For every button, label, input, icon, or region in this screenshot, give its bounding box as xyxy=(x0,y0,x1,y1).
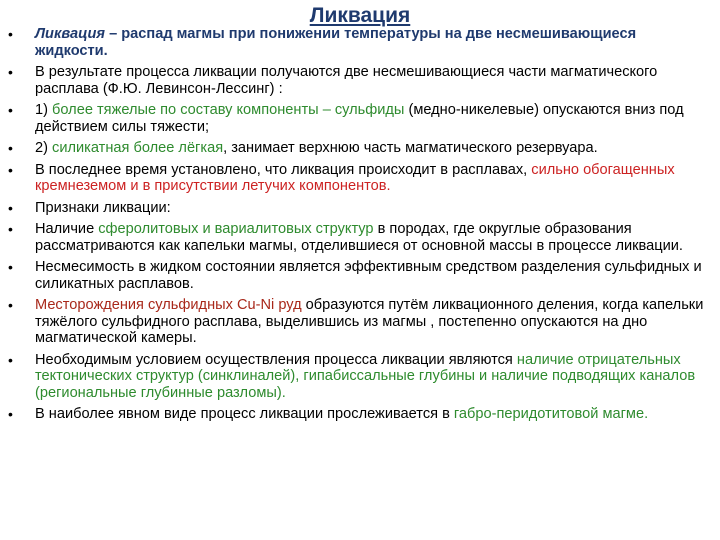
bullet-text-segment: Месторождения сульфидных Cu-Ni руд xyxy=(35,297,302,313)
bullet-dot-icon: • xyxy=(8,140,13,156)
bullet-text-segment: 1) xyxy=(35,102,53,118)
bullet-dot-icon: • xyxy=(8,259,13,275)
bullet-text-segment: (медно-никелевые) опускаются вниз под действием силы тяжести; xyxy=(35,102,684,135)
bullet-text-segment: габро-перидотитовой магме. xyxy=(453,406,649,422)
bullet-dot-icon: • xyxy=(8,102,13,118)
bullet-item xyxy=(8,352,708,402)
bullet-text-segment: образуются путём ликвационного деления, когда капельки тяжёлого сульфидного расплава, выделившись из магмы , постепенно опускаются на дно магматической камеры. xyxy=(35,297,704,346)
bullet-dot-icon: • xyxy=(8,26,13,42)
bullet-text-segment: , занимает верхнюю часть магматического резервуара. xyxy=(223,140,598,156)
bullet-dot-icon: • xyxy=(8,161,13,178)
bullet-text-segment: – распад магмы при понижении температуры на две несмешивающиеся жидкости. xyxy=(35,26,637,59)
bullet-dot-icon: • xyxy=(8,351,13,368)
bullet-item xyxy=(8,200,708,217)
bullet-text-segment: В наиболее явном виде процесс ликвации прослеживается в xyxy=(35,406,454,422)
bullet-item xyxy=(8,140,708,157)
bullet-item xyxy=(8,221,708,254)
bullet-text-segment: Необходимым условием осуществления процесса ликвации являются xyxy=(35,351,517,368)
bullet-text-segment: более тяжелые по составу компоненты – сульфиды xyxy=(52,102,405,118)
bullet-item xyxy=(8,162,708,195)
bullet-text-segment: Наличие xyxy=(35,221,99,237)
bullet-list xyxy=(8,26,708,428)
bullet-text-segment: Несмесимость в жидком состоянии является эффективным средством разделения сульфидных и силикатных расплавов. xyxy=(35,259,702,292)
bullet-dot-icon: • xyxy=(8,64,13,80)
bullet-text-segment: В результате процесса ликвации получаются две несмешивающиеся части магматического расплава (Ф.Ю. Левинсон-Лессинг) : xyxy=(35,64,658,97)
bullet-text-segment: сильно обогащенных кремнеземом и в присутствии летучих компонентов. xyxy=(35,161,675,194)
slide-title: Ликвация xyxy=(309,4,411,27)
bullet-dot-icon: • xyxy=(8,297,13,313)
bullet-text-segment: 2) xyxy=(35,140,53,156)
bullet-dot-icon: • xyxy=(8,199,13,216)
bullet-text-segment: Признаки ликвации: xyxy=(35,199,171,216)
bullet-item xyxy=(8,259,708,292)
bullet-item xyxy=(8,297,708,347)
bullet-text-segment: силикатная более лёгкая xyxy=(52,140,224,156)
bullet-text-segment: сферолитовых и вариалитовых структур xyxy=(98,221,374,237)
bullet-dot-icon: • xyxy=(8,406,13,422)
bullet-text-segment: наличие отрицательных тектонических структур (синклиналей), гипабиссальные глубины и наличие подводящих каналов (региональные глубинные разломы). xyxy=(35,351,696,401)
bullet-item xyxy=(8,102,708,135)
bullet-item xyxy=(8,406,708,423)
bullet-text-segment: В последнее время установлено, что ликвация происходит в расплавах, xyxy=(35,161,532,178)
bullet-item xyxy=(8,64,708,97)
bullet-text-segment: Ликвация xyxy=(35,26,106,42)
bullet-text-segment: в породах, где округлые образования рассматриваются как капельки магмы, отделившиеся от основной массы в процессе ликвации. xyxy=(35,221,683,254)
bullet-item xyxy=(8,26,708,59)
bullet-dot-icon: • xyxy=(8,221,13,237)
